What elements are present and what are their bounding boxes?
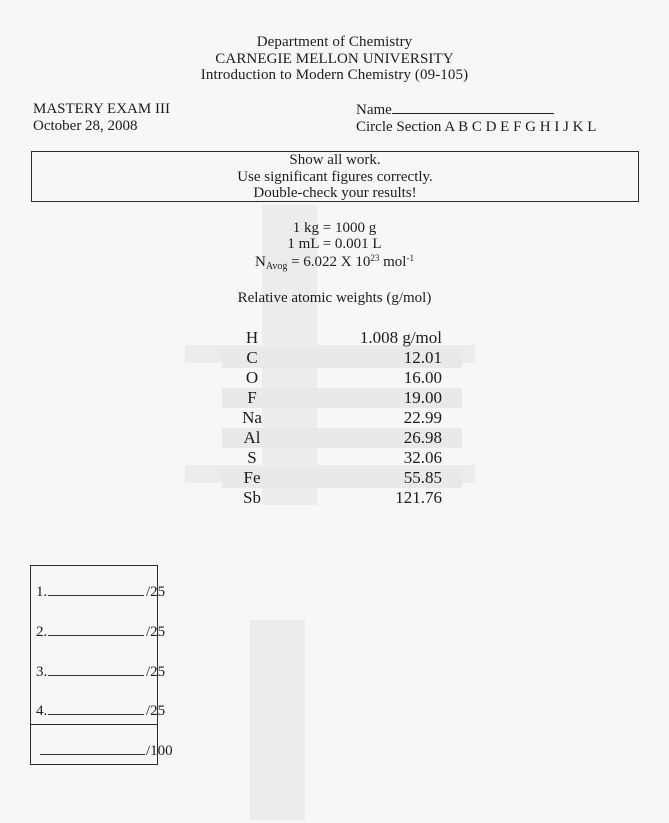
course-title: Introduction to Modern Chemistry (09-105) [200,67,469,83]
table-row [222,388,462,408]
department-title: Department of Chemistry [256,34,413,50]
element-symbol: Na [242,408,262,427]
score-out-of: /25 [146,703,166,719]
element-weight: 19.00 [403,388,442,407]
score-out-of: /25 [146,664,166,680]
instruction-line: Show all work. [289,152,381,168]
element-symbol: H [245,328,259,347]
element-symbol: Sb [243,488,261,507]
total-blank[interactable] [40,741,145,755]
score-row [31,582,166,602]
score-blank[interactable] [48,662,144,676]
atomic-weights-table [222,328,462,508]
university-title: CARNEGIE MELLON UNIVERSITY [215,50,454,67]
score-blank[interactable] [48,701,144,715]
instruction-line: Double-check your results! [253,185,417,201]
score-out-of: /25 [146,624,166,640]
exam-title: MASTERY EXAM III [33,101,170,117]
weights-title: Relative atomic weights (g/mol) [237,290,432,306]
constant-ml: 1 mL = 0.001 L [287,236,382,252]
question-number: 2. [36,624,48,640]
constants [0,219,669,272]
element-symbol: F [247,388,257,407]
element-weight: 121.76 [395,488,442,507]
table-row [222,428,462,448]
name-field[interactable] [356,101,596,119]
score-out-of: /25 [146,584,166,600]
name-label: Name [356,102,392,118]
table-row [222,408,462,428]
exam-date: October 28, 2008 [33,118,138,134]
header [0,34,669,84]
total-out-of: /100 [146,743,173,759]
element-symbol: Fe [243,468,261,487]
constant-avogadro: $N_{Avog} = 6.022$ X $10^{23}$ mol$^{-1}$ [255,253,414,272]
score-row [31,662,166,682]
scan-shadow [250,620,305,820]
element-weight: 1.008 g/mol [359,328,442,347]
question-number: 4. [36,703,48,719]
exam-info [33,101,170,135]
question-number: 3. [36,664,48,680]
element-weight: 22.99 [403,408,442,427]
total-divider [31,724,157,725]
instructions-box [31,151,639,202]
element-weight: 16.00 [403,368,442,387]
score-box [30,565,173,765]
element-weight: 55.85 [403,468,442,487]
score-row [31,622,166,642]
table-row [222,328,462,348]
instruction-line: Use significant figures correctly. [237,168,433,185]
score-blank[interactable] [48,622,144,636]
element-symbol: C [246,348,258,367]
table-row [222,448,462,468]
element-weight: 12.01 [403,348,442,367]
table-row [222,368,462,388]
name-blank[interactable] [392,101,554,114]
element-symbol: Al [243,428,261,447]
table-row [222,348,462,368]
score-blank[interactable] [48,582,144,596]
table-row [222,488,462,508]
section-label: Circle Section A B C D E F G H I J K L [356,119,597,135]
table-row [222,468,462,488]
element-symbol: O [245,368,259,387]
total-row [31,741,173,761]
question-number: 1. [36,584,48,600]
element-weight: 26.98 [403,428,442,447]
element-weight: 32.06 [403,448,442,467]
score-row [31,701,166,721]
constant-kg: 1 kg = 1000 g [292,220,377,236]
element-symbol: S [247,448,257,467]
student-info [356,101,596,136]
